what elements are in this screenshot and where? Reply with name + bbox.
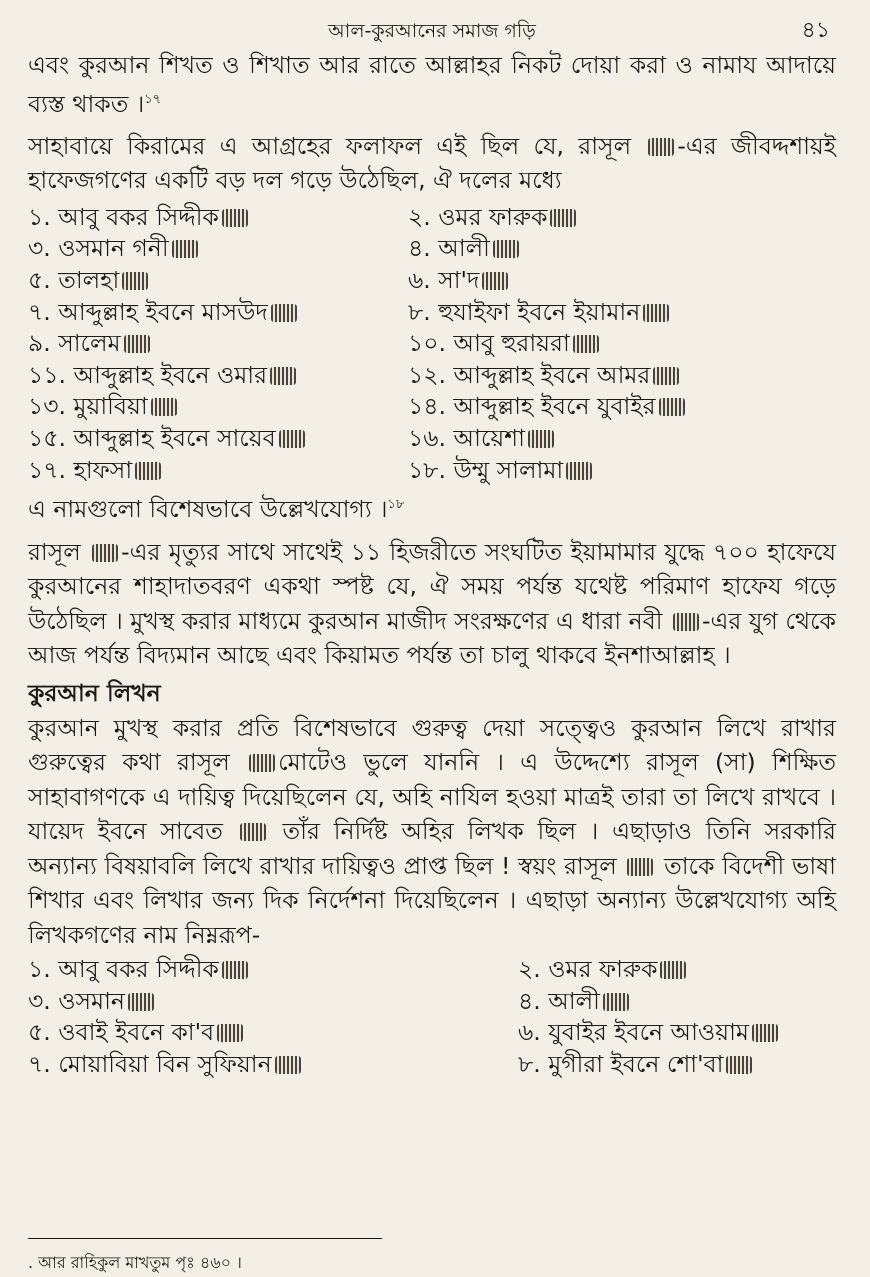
page-header	[28, 14, 836, 48]
honorific-glyph-icon	[222, 961, 248, 979]
honorific-glyph-icon	[128, 993, 154, 1011]
footnote-ref: ১৭	[144, 91, 162, 107]
honorific-glyph-icon	[726, 1056, 752, 1074]
footnote-divider	[28, 1238, 382, 1239]
intro-paragraph: এবং কুরআন শিখত ও শিখাত আর রাতে আল্লাহর নিকট দোয়া করা ও নামায আদায়ে ব্যস্ত থাকত ।$^{১৭}$	[28, 51, 836, 118]
list-item: ১২. আব্দুল্লাহ ইবনে আমর	[408, 360, 836, 392]
list-item: ৮. মুগীরা ইবনে শো'বা	[518, 1049, 836, 1081]
list-item: ৮. হুযাইফা ইবনে ইয়ামান	[408, 297, 836, 329]
list-item: ৭. আব্দুল্লাহ ইবনে মাসউদ	[28, 297, 408, 329]
footnote-ref: ১৮	[387, 497, 405, 513]
honorific-glyph-icon	[550, 209, 576, 227]
salutation-glyph-icon	[249, 754, 275, 772]
list-item: ৬. যুবাইর ইবনে আওয়াম	[518, 1017, 836, 1049]
honorific-glyph-icon	[270, 367, 296, 385]
honorific-glyph-icon	[279, 430, 305, 448]
list-item: ১. আবু বকর সিদ্দীক	[28, 202, 408, 234]
list-item: ৩. ওসমান গনী	[28, 233, 408, 265]
list-note: এ নামগুলো বিশেষভাবে উল্লেখযোগ্য ।$^{১৮}$	[28, 495, 405, 523]
list-item: ১১. আব্দুল্লাহ ইবনে ওমার	[28, 360, 408, 392]
honorific-glyph-icon	[660, 961, 686, 979]
list-item: ১৩. মুয়াবিয়া	[28, 391, 408, 423]
list-item: ২. ওমর ফারুক	[408, 202, 836, 234]
honorific-glyph-icon	[573, 335, 599, 353]
honorific-glyph-icon	[275, 1056, 301, 1074]
list-item: ১. আবু বকর সিদ্দীক	[28, 954, 518, 986]
honorific-glyph-icon	[135, 462, 161, 480]
honorific-glyph-icon	[172, 240, 198, 258]
honorific-glyph-icon	[151, 398, 177, 416]
paragraph-yamama: রাসূল -এর মৃত্যুর সাথে সাথেই ১১ হিজরীতে সংঘটিত ইয়ামামার যুদ্ধে ৭০০ হাফেযে কুরআনের শাহাদাতবরণ একথা স্পষ্ট যে, ঐ সময় পর্যন্ত যথেষ্ট পরিমাণ হাফেয গড়ে উঠেছিল । মুখস্থ করার মাধ্যমে কুরআন মাজীদ সংরক্ষণের এ ধারা নবী -এর যুগ থেকে আজ পর্যন্ত বিদ্যমান আছে এবং কিয়ামত পর্যন্ত তা চালু থাকবে ইনশাআল্লাহ ।	[28, 537, 836, 669]
list-item: ১০. আবু হুরায়রা	[408, 328, 836, 360]
salutation-glyph-icon	[648, 138, 674, 156]
honorific-glyph-icon	[240, 823, 266, 841]
list-item: ১৫. আব্দুল্লাহ ইবনে সায়েব	[28, 423, 408, 455]
honorific-glyph-icon	[752, 1024, 778, 1042]
paragraph-quran-writing: কুরআন মুখস্থ করার প্রতি বিশেষভাবে গুরুত্ব দেয়া সত্ত্বেও কুরআন লিখে রাখার গুরুত্বের কথা রাসূল মোটেও ভুলে যাননি । এ উদ্দেশ্যে রাসূল (সা) শিক্ষিত সাহাবাগণকে এ দায়িত্ব দিয়েছিলেন যে, অহি নাযিল হওয়া মাত্রই তারা তা লিখে রাখবে । যায়েদ ইবনে সাবেত তাঁর নির্দিষ্ট অহির লিখক ছিল । এছাড়াও তিনি সরকারি অন্যান্য বিষয়াবলি লিখে রাখার দায়িত্বও প্রাপ্ত ছিল ! স্বয়ং রাসূল তাকে বিদেশী ভাষা শিখার এবং লিখার জন্য দিক নির্দেশনা দিয়েছিলেন । এছাড়া অন্যান্য উল্লেখযোগ্য অহি লিখকগণের নাম নিম্নরূপ-	[28, 713, 836, 949]
list-item: ৯. সালেম	[28, 328, 408, 360]
list-item: ৩. ওসমান	[28, 986, 518, 1018]
honorific-glyph-icon	[124, 335, 150, 353]
list-item: ১৭. হাফসা	[28, 455, 408, 487]
honorific-glyph-icon	[528, 430, 554, 448]
honorific-glyph-icon	[122, 272, 148, 290]
honorific-glyph-icon	[222, 209, 248, 227]
honorific-glyph-icon	[603, 993, 629, 1011]
honorific-glyph-icon	[653, 367, 679, 385]
honorific-glyph-icon	[566, 462, 592, 480]
scribe-list	[28, 954, 836, 1080]
honorific-glyph-icon	[643, 304, 669, 322]
list-item: ২. ওমর ফারুক	[518, 954, 836, 986]
page-number: ৪১	[801, 18, 830, 43]
salutation-glyph-icon	[673, 613, 699, 631]
honorific-glyph-icon	[217, 1024, 243, 1042]
hafiz-list	[28, 202, 836, 486]
list-item: ৪. আলী	[518, 986, 836, 1018]
section-heading: কুরআন লিখন	[28, 678, 161, 707]
salutation-glyph-icon	[627, 858, 653, 876]
honorific-glyph-icon	[482, 272, 508, 290]
list-item: ১৮. উম্মু সালামা	[408, 455, 836, 487]
list-item: ৬. সা'দ	[408, 265, 836, 297]
honorific-glyph-icon	[659, 398, 685, 416]
list-item: ৭. মোয়াবিয়া বিন সুফিয়ান	[28, 1049, 518, 1081]
paragraph-hafiz-intro: সাহাবায়ে কিরামের এ আগ্রহের ফলাফল এই ছিল যে, রাসূল -এর জীবদ্দশায়ই হাফেজগণের একটি বড় দল গড়ে উঠেছিল, ঐ দলের মধ্যে	[28, 131, 836, 195]
list-item: ১৪. আব্দুল্লাহ ইবনে যুবাইর	[408, 391, 836, 423]
list-item: ৫. তালহা	[28, 265, 408, 297]
salutation-glyph-icon	[92, 544, 118, 562]
running-title: আল-কুরআনের সমাজ গড়ি	[328, 20, 536, 42]
honorific-glyph-icon	[271, 304, 297, 322]
honorific-glyph-icon	[493, 240, 519, 258]
footnote: . আর রাহিকুল মাখতুম পৃঃ ৪৬০ ।	[28, 1253, 242, 1272]
list-item: ১৬. আয়েশা	[408, 423, 836, 455]
list-item: ৫. ওবাই ইবনে কা'ব	[28, 1017, 518, 1049]
list-item: ৪. আলী	[408, 233, 836, 265]
